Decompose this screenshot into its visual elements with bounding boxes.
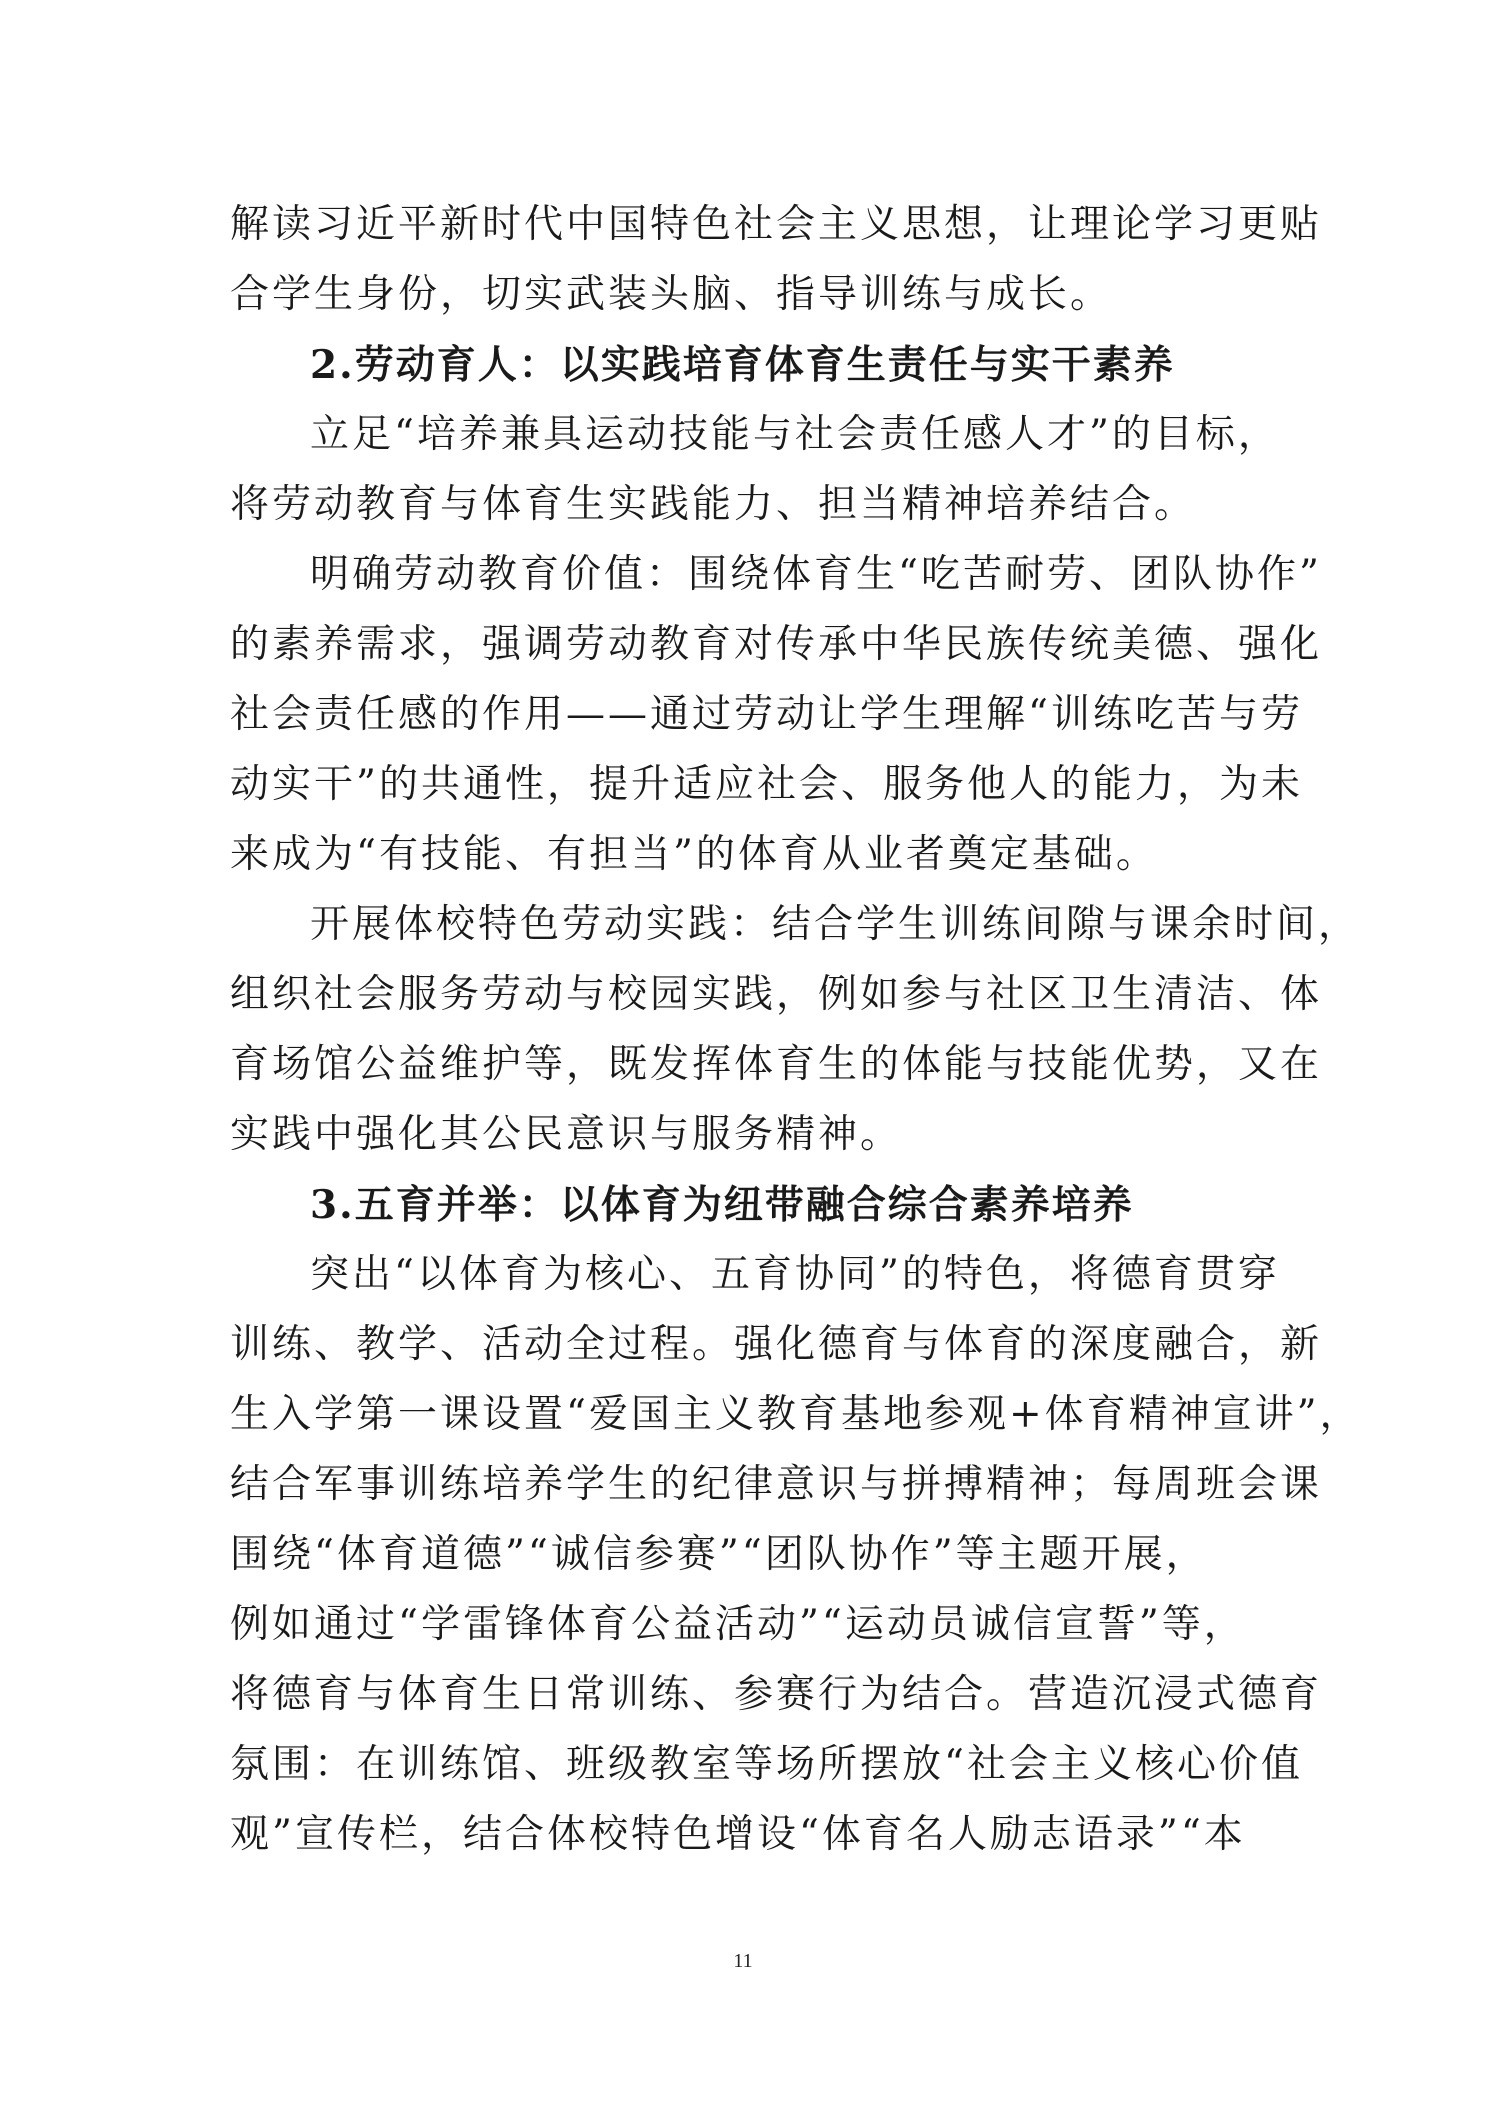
text-line: 将劳动教育与体育生实践能力、担当精神培养结合。	[230, 482, 1197, 527]
text-line: 突出“以体育为核心、五育协同”的特色，将德育贯穿	[310, 1252, 1280, 1297]
text-line: 例如通过“学雷锋体育公益活动”“运动员诚信宣誓”等，	[230, 1602, 1246, 1647]
text-line: 立足“培养兼具运动技能与社会责任感人才”的目标，	[310, 412, 1280, 457]
text-line: 训练、教学、活动全过程。强化德育与体育的深度融合，新	[230, 1322, 1323, 1367]
text-line: 氛围：在训练馆、班级教室等场所摆放“社会主义核心价值	[230, 1742, 1303, 1787]
document-body	[230, 190, 1362, 1870]
text-line: 结合军事训练培养学生的纪律意识与拼搏精神；每周班会课	[230, 1462, 1323, 1507]
text-line: 来成为“有技能、有担当”的体育从业者奠定基础。	[230, 832, 1158, 877]
text-line: 将德育与体育生日常训练、参赛行为结合。营造沉浸式德育	[230, 1672, 1323, 1717]
page-number: 11	[733, 1950, 753, 1972]
text-line: 解读习近平新时代中国特色社会主义思想，让理论学习更贴	[230, 202, 1323, 247]
text-line: 动实干”的共通性，提升适应社会、服务他人的能力，为未	[230, 762, 1303, 807]
text-line: 组织社会服务劳动与校园实践，例如参与社区卫生清洁、体	[230, 972, 1323, 1017]
text-line: 围绕“体育道德”“诚信参赛”“团队协作”等主题开展，	[230, 1532, 1208, 1577]
text-line: 开展体校特色劳动实践：结合学生训练间隙与课余时间，	[310, 902, 1361, 947]
text-line: 观”宣传栏，结合体校特色增设“体育名人励志语录”“本	[230, 1812, 1246, 1857]
text-line: 实践中强化其公民意识与服务精神。	[230, 1112, 903, 1157]
text-line: 合学生身份，切实武装头脑、指导训练与成长。	[230, 272, 1113, 317]
section-heading-labor-education: 2.劳动育人：以实践培育体育生责任与实干素养	[310, 342, 1175, 388]
section-heading-five-education: 3.五育并举：以体育为纽带融合综合素养培养	[310, 1182, 1134, 1228]
text-line: 生入学第一课设置“爱国主义教育基地参观+体育精神宣讲”，	[230, 1392, 1362, 1437]
text-line: 明确劳动教育价值：围绕体育生“吃苦耐劳、团队协作”	[310, 552, 1322, 597]
text-line: 的素养需求，强调劳动教育对传承中华民族传统美德、强化	[230, 622, 1323, 667]
text-line: 社会责任感的作用——通过劳动让学生理解“训练吃苦与劳	[230, 692, 1303, 737]
text-line: 育场馆公益维护等，既发挥体育生的体能与技能优势，又在	[230, 1042, 1323, 1087]
